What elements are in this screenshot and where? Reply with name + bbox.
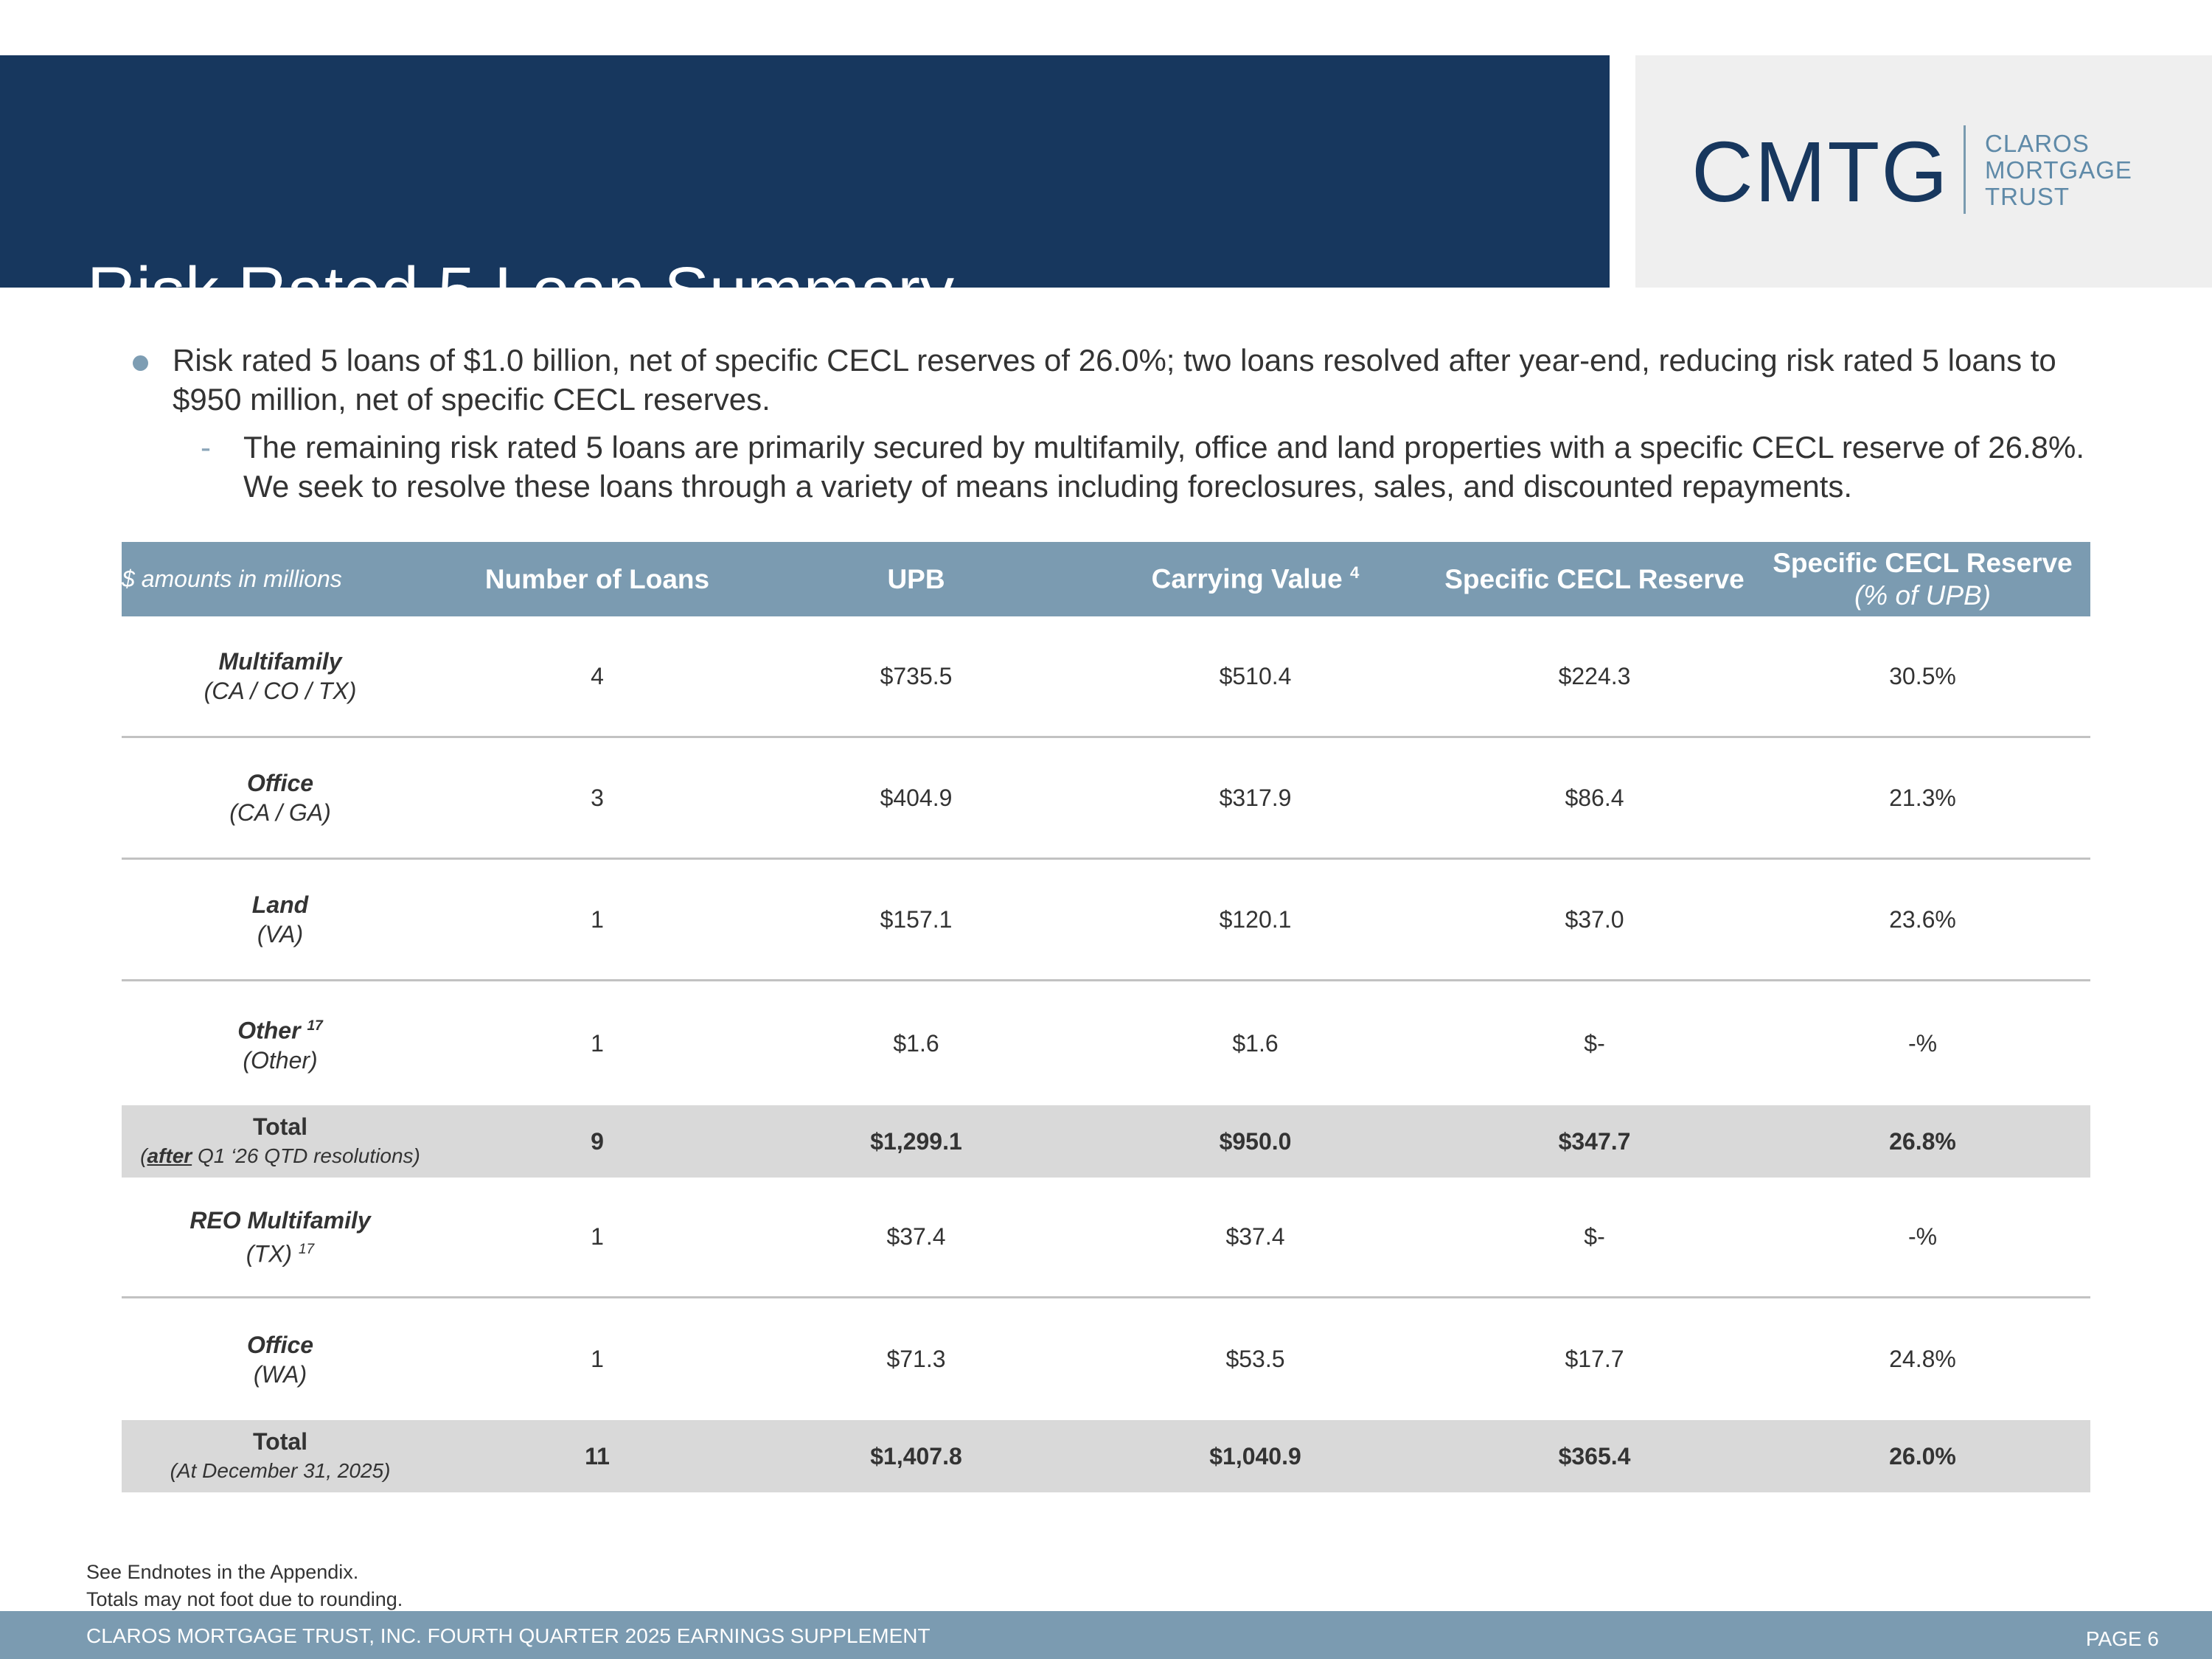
number-of-loans: 1	[591, 1223, 604, 1250]
reserve-pct-value: 24.8%	[1889, 1346, 1956, 1372]
reserve-value: $224.3	[1558, 662, 1631, 689]
reserve-value: $347.7	[1558, 1127, 1631, 1155]
upb-value: $404.9	[880, 784, 953, 811]
dash-icon: -	[201, 430, 211, 465]
carrying-value: $950.0	[1219, 1127, 1292, 1155]
total-note-after: after	[147, 1144, 192, 1167]
total-row-after-resolutions	[122, 1105, 2090, 1178]
row-label	[122, 1206, 439, 1269]
property-type: Office	[246, 1331, 314, 1358]
row-label	[122, 768, 439, 827]
reserve-pct-value: -%	[1907, 1223, 1938, 1250]
upb-value: $1,407.8	[870, 1442, 962, 1470]
header-reserve-pct	[1755, 547, 2090, 612]
property-location: (CA / GA)	[229, 799, 331, 826]
endnote-ref: 4	[1350, 563, 1360, 582]
header-upb: UPB	[887, 563, 945, 594]
upb-value: $157.1	[880, 905, 953, 933]
logo-mark: CMTG	[1691, 124, 1950, 220]
loan-summary-table	[122, 542, 2090, 1492]
reserve-pct-value: 23.6%	[1889, 905, 1956, 933]
property-type	[122, 1012, 439, 1046]
number-of-loans: 1	[591, 905, 604, 933]
header-reserve-pct-sub: (% of UPB)	[1854, 580, 1992, 611]
table-row	[122, 1178, 2090, 1298]
row-label	[122, 890, 439, 949]
carrying-value: $317.9	[1219, 784, 1292, 811]
property-location-text: (TX)	[246, 1240, 292, 1267]
upb-value: $1.6	[893, 1029, 939, 1057]
property-type: REO Multifamily	[189, 1206, 371, 1234]
header-carrying-text: Carrying Value	[1151, 563, 1343, 594]
company-logo	[1635, 55, 2212, 288]
logo-divider	[1964, 125, 1966, 214]
upb-value: $71.3	[886, 1346, 946, 1372]
carrying-value: $53.5	[1225, 1346, 1285, 1372]
total-note-open: (	[140, 1144, 147, 1167]
table-row	[122, 616, 2090, 738]
total-note	[122, 1141, 439, 1171]
upb-value: $1,299.1	[870, 1127, 962, 1155]
bullet-sub-text: The remaining risk rated 5 loans are primarily secured by multifamily, office and land properties with a specific CECL reserve of 26.8%. We seek to resolve these loans through a variety of means including foreclosures, sales, and discounted repayments.	[243, 430, 2084, 504]
number-of-loans: 1	[591, 1029, 604, 1057]
bullet-main-text: Risk rated 5 loans of $1.0 billion, net of specific CECL reserves of 26.0%; two loans resolved after year-end, reducing risk rated 5 loans to $950 million, net of specific CECL reserves.	[173, 343, 2056, 417]
reserve-value: $37.0	[1565, 905, 1624, 933]
reserve-value: $-	[1584, 1223, 1605, 1250]
title-band	[0, 55, 1610, 329]
carrying-value: $1.6	[1232, 1029, 1279, 1057]
property-type: Office	[246, 770, 314, 796]
page-title: Risk Rated 5 Loan Summary	[87, 254, 955, 329]
endnote-ref: 17	[307, 1018, 323, 1034]
header-number-of-loans: Number of Loans	[484, 563, 710, 594]
total-label: Total	[252, 1113, 308, 1140]
footer-text: CLAROS MORTGAGE TRUST, INC. FOURTH QUARTER 2025 EARNINGS SUPPLEMENT	[86, 1624, 931, 1647]
summary-bullets	[130, 341, 2121, 506]
logo-word: MORTGAGE	[1985, 156, 2132, 184]
carrying-value: $120.1	[1219, 905, 1292, 933]
page-footer	[0, 1611, 2212, 1659]
number-of-loans: 9	[591, 1127, 604, 1155]
logo-word: CLAROS	[1985, 130, 2090, 157]
bullet-main	[130, 341, 2121, 419]
table-row	[122, 860, 2090, 981]
property-type: Land	[251, 891, 309, 918]
row-label	[122, 1012, 439, 1075]
carrying-value: $37.4	[1225, 1223, 1285, 1250]
table-row	[122, 738, 2090, 860]
upb-value: $735.5	[880, 662, 953, 689]
header-reserve-pct-title: Specific CECL Reserve	[1773, 547, 2073, 578]
reserve-value: $365.4	[1558, 1442, 1631, 1470]
property-location	[122, 1235, 439, 1269]
property-location: (CA / CO / TX)	[204, 678, 357, 704]
table-header	[122, 542, 2090, 616]
footnote: Totals may not foot due to rounding.	[86, 1588, 403, 1610]
reserve-pct-value: 26.8%	[1889, 1127, 1956, 1155]
upb-value: $37.4	[886, 1223, 946, 1250]
table-row	[122, 981, 2090, 1105]
header-specific-cecl-reserve: Specific CECL Reserve	[1444, 563, 1745, 594]
total-note-rest: Q1 ‘26 QTD resolutions)	[192, 1144, 420, 1167]
row-label	[122, 1427, 439, 1486]
table-row	[122, 1298, 2090, 1420]
number-of-loans: 3	[591, 784, 604, 811]
endnote-ref: 17	[298, 1241, 315, 1257]
number-of-loans: 11	[585, 1442, 610, 1470]
reserve-value: $17.7	[1565, 1346, 1624, 1372]
property-location: (Other)	[243, 1046, 318, 1074]
total-note: (At December 31, 2025)	[170, 1459, 391, 1482]
logo-word: TRUST	[1985, 183, 2070, 210]
number-of-loans: 4	[591, 662, 604, 689]
footnote: See Endnotes in the Appendix.	[86, 1561, 359, 1583]
header-carrying-value	[1077, 563, 1434, 594]
reserve-pct-value: 21.3%	[1889, 784, 1956, 811]
carrying-value: $1,040.9	[1209, 1442, 1301, 1470]
property-type: Multifamily	[218, 648, 342, 675]
property-location: (VA)	[257, 921, 304, 947]
reserve-pct-value: 26.0%	[1889, 1442, 1956, 1470]
row-label	[122, 647, 439, 706]
total-row-year-end	[122, 1420, 2090, 1492]
row-label	[122, 1112, 439, 1171]
property-type-text: Other	[237, 1017, 301, 1044]
carrying-value: $510.4	[1219, 662, 1292, 689]
reserve-pct-value: 30.5%	[1889, 662, 1956, 689]
logo-wordmark	[1985, 131, 2132, 210]
footnotes	[86, 1559, 403, 1613]
total-label: Total	[252, 1428, 308, 1455]
reserve-value: $86.4	[1565, 784, 1624, 811]
page-number: PAGE 6	[2085, 1627, 2159, 1650]
bullet-dot-icon	[133, 355, 148, 371]
reserve-pct-value: -%	[1907, 1029, 1938, 1057]
number-of-loans: 1	[591, 1346, 604, 1372]
property-location: (WA)	[253, 1360, 307, 1388]
reserve-value: $-	[1584, 1029, 1605, 1057]
header-units: $ amounts in millions	[122, 566, 342, 592]
bullet-sub	[130, 428, 2121, 506]
row-label	[122, 1330, 439, 1389]
